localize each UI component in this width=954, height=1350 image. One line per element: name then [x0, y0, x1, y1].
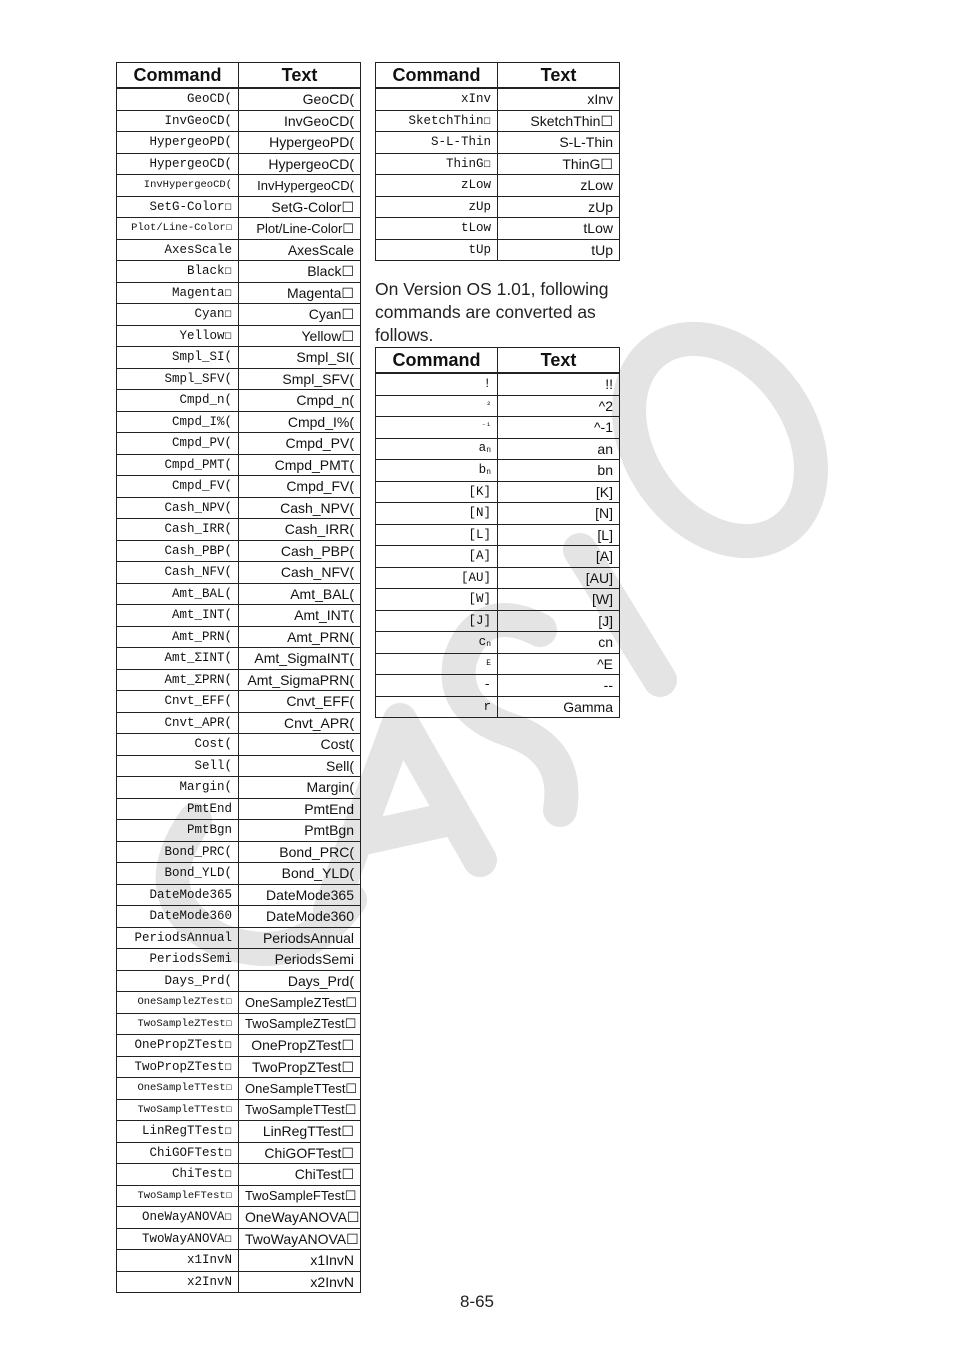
command-cell: AxesScale — [117, 239, 239, 261]
table-row — [117, 1271, 361, 1293]
command-cell: ⁻¹ — [376, 417, 498, 439]
text-cell: [J] — [498, 610, 620, 632]
text-cell: DateMode365 — [239, 884, 361, 906]
command-cell: Margin( — [117, 777, 239, 799]
text-cell: Yellow☐ — [239, 325, 361, 347]
table-row — [117, 497, 361, 519]
table-row — [376, 438, 620, 460]
command-table-right-bottom — [375, 347, 620, 718]
text-cell: HypergeoPD( — [239, 132, 361, 154]
command-cell: DateMode360 — [117, 906, 239, 928]
command-cell: TwoSampleFTest☐ — [117, 1185, 239, 1207]
text-cell: ^E — [498, 653, 620, 675]
table-row — [117, 777, 361, 799]
command-cell: r — [376, 696, 498, 718]
table-row — [117, 1228, 361, 1250]
text-cell: Sell( — [239, 755, 361, 777]
table-row — [117, 390, 361, 412]
table-row — [117, 433, 361, 455]
command-cell: Cmpd_FV( — [117, 476, 239, 498]
command-subscript: n — [486, 467, 491, 477]
command-cell: PmtBgn — [117, 820, 239, 842]
command-cell: [AU] — [376, 567, 498, 589]
table-row — [376, 567, 620, 589]
table-row — [376, 675, 620, 697]
command-cell: E — [376, 653, 498, 675]
command-cell: ChiTest☐ — [117, 1164, 239, 1186]
command-cell: PeriodsSemi — [117, 949, 239, 971]
text-cell: InvGeoCD( — [239, 110, 361, 132]
text-cell: ^-1 — [498, 417, 620, 439]
command-cell: Sell( — [117, 755, 239, 777]
text-cell: Cnvt_EFF( — [239, 691, 361, 713]
text-cell: Amt_SigmaINT( — [239, 648, 361, 670]
text-cell: InvHypergeoCD( — [239, 175, 361, 197]
text-cell: Cmpd_FV( — [239, 476, 361, 498]
text-cell: tUp — [498, 239, 620, 261]
text-cell: Cash_NFV( — [239, 562, 361, 584]
table-row — [117, 454, 361, 476]
header-command: Command — [117, 63, 239, 89]
text-cell: x1InvN — [239, 1250, 361, 1272]
command-cell: Cash_IRR( — [117, 519, 239, 541]
table-row — [376, 175, 620, 197]
command-cell: InvGeoCD( — [117, 110, 239, 132]
command-cell: PmtEnd — [117, 798, 239, 820]
text-cell: GeoCD( — [239, 88, 361, 110]
command-cell: Amt_BAL( — [117, 583, 239, 605]
text-cell: Magenta☐ — [239, 282, 361, 304]
table-row — [117, 583, 361, 605]
command-cell: [K] — [376, 481, 498, 503]
command-cell: TwoWayANOVA☐ — [117, 1228, 239, 1250]
table-row — [376, 524, 620, 546]
command-cell: $b_n$ — [376, 460, 498, 482]
table-row — [117, 1185, 361, 1207]
table-row — [117, 110, 361, 132]
command-cell: OneSampleTTest☐ — [117, 1078, 239, 1100]
text-cell: TwoSampleZTest☐ — [239, 1013, 361, 1035]
table-row — [376, 239, 620, 261]
command-subscript: n — [486, 446, 491, 456]
table-row — [117, 820, 361, 842]
command-cell: TwoSampleZTest☐ — [117, 1013, 239, 1035]
table-row — [117, 519, 361, 541]
text-cell: Cyan☐ — [239, 304, 361, 326]
table-row — [117, 605, 361, 627]
text-cell: Cash_PBP( — [239, 540, 361, 562]
text-cell: [W] — [498, 589, 620, 611]
text-cell: Smpl_SFV( — [239, 368, 361, 390]
text-cell: ^2 — [498, 395, 620, 417]
text-cell: LinRegTTest☐ — [239, 1121, 361, 1143]
header-command: Command — [376, 63, 498, 89]
command-cell: Cyan☐ — [117, 304, 239, 326]
table-row — [117, 1099, 361, 1121]
table-row — [117, 970, 361, 992]
command-cell: Days_Prd( — [117, 970, 239, 992]
command-cell: Smpl_SI( — [117, 347, 239, 369]
text-cell: PeriodsSemi — [239, 949, 361, 971]
command-cell: tUp — [376, 239, 498, 261]
header-command: Command — [376, 348, 498, 374]
text-cell: PmtEnd — [239, 798, 361, 820]
text-cell: HypergeoCD( — [239, 153, 361, 175]
table-row — [376, 589, 620, 611]
table-row — [117, 992, 361, 1014]
command-cell: $a_n$ — [376, 438, 498, 460]
text-cell: S-L-Thin — [498, 132, 620, 154]
table-row — [376, 88, 620, 110]
text-cell: OneSampleTTest☐ — [239, 1078, 361, 1100]
text-cell: Gamma — [498, 696, 620, 718]
text-cell: SetG-Color☐ — [239, 196, 361, 218]
text-cell: SketchThin☐ — [498, 110, 620, 132]
text-cell: Plot/Line-Color☐ — [239, 218, 361, 240]
command-cell: Cmpd_n( — [117, 390, 239, 412]
command-cell: Cnvt_EFF( — [117, 691, 239, 713]
command-cell: Cmpd_PV( — [117, 433, 239, 455]
text-cell: PeriodsAnnual — [239, 927, 361, 949]
table-row — [376, 132, 620, 154]
command-table-left — [116, 62, 361, 1293]
text-cell: OneWayANOVA☐ — [239, 1207, 361, 1229]
table-row — [117, 562, 361, 584]
table-row — [117, 712, 361, 734]
text-cell: TwoSampleTTest☐ — [239, 1099, 361, 1121]
text-cell: Cnvt_APR( — [239, 712, 361, 734]
command-cell: Yellow☐ — [117, 325, 239, 347]
text-cell: Black☐ — [239, 261, 361, 283]
command-cell: Amt_ΣINT( — [117, 648, 239, 670]
table-row — [117, 841, 361, 863]
command-cell: GeoCD( — [117, 88, 239, 110]
text-cell: PmtBgn — [239, 820, 361, 842]
command-cell: Cmpd_PMT( — [117, 454, 239, 476]
command-cell: Cash_PBP( — [117, 540, 239, 562]
table-row — [376, 110, 620, 132]
text-cell: Days_Prd( — [239, 970, 361, 992]
table-row — [117, 734, 361, 756]
table-row — [117, 1207, 361, 1229]
command-cell: TwoSampleTTest☐ — [117, 1099, 239, 1121]
command-cell: Smpl_SFV( — [117, 368, 239, 390]
command-cell: zUp — [376, 196, 498, 218]
table-row — [117, 1056, 361, 1078]
text-cell: Bond_YLD( — [239, 863, 361, 885]
text-cell: TwoPropZTest☐ — [239, 1056, 361, 1078]
text-cell: tLow — [498, 218, 620, 240]
text-cell: Bond_PRC( — [239, 841, 361, 863]
table-row — [117, 304, 361, 326]
command-cell: Amt_ΣPRN( — [117, 669, 239, 691]
text-cell: zLow — [498, 175, 620, 197]
text-cell: xInv — [498, 88, 620, 110]
text-cell: [L] — [498, 524, 620, 546]
text-cell: OneSampleZTest☐ — [239, 992, 361, 1014]
text-cell: zUp — [498, 196, 620, 218]
command-cell: OnePropZTest☐ — [117, 1035, 239, 1057]
table-row — [117, 411, 361, 433]
command-cell: Amt_INT( — [117, 605, 239, 627]
header-text: Text — [498, 63, 620, 89]
command-cell: [L] — [376, 524, 498, 546]
table-row — [117, 1035, 361, 1057]
command-cell: HypergeoCD( — [117, 153, 239, 175]
command-cell: S-L-Thin — [376, 132, 498, 154]
command-cell: ThinG☐ — [376, 153, 498, 175]
text-cell: AxesScale — [239, 239, 361, 261]
table-row — [376, 632, 620, 654]
table-row — [376, 546, 620, 568]
table-row — [117, 368, 361, 390]
command-cell: ² — [376, 395, 498, 417]
text-cell: Cmpd_n( — [239, 390, 361, 412]
table-row — [117, 1121, 361, 1143]
text-cell: Cost( — [239, 734, 361, 756]
table-row — [117, 691, 361, 713]
table-row — [117, 884, 361, 906]
command-cell: [J] — [376, 610, 498, 632]
command-cell: x1InvN — [117, 1250, 239, 1272]
text-cell: OnePropZTest☐ — [239, 1035, 361, 1057]
command-cell: Bond_YLD( — [117, 863, 239, 885]
text-cell: Smpl_SI( — [239, 347, 361, 369]
table-row — [117, 1142, 361, 1164]
header-text: Text — [498, 348, 620, 374]
command-cell: SetG-Color☐ — [117, 196, 239, 218]
table-header — [376, 63, 620, 89]
table-row — [117, 540, 361, 562]
text-cell: Cash_IRR( — [239, 519, 361, 541]
command-cell: Cnvt_APR( — [117, 712, 239, 734]
text-cell: Cash_NPV( — [239, 497, 361, 519]
text-cell: [AU] — [498, 567, 620, 589]
table-row — [117, 175, 361, 197]
text-cell: TwoSampleFTest☐ — [239, 1185, 361, 1207]
command-cell: ChiGOFTest☐ — [117, 1142, 239, 1164]
table-row — [117, 282, 361, 304]
command-cell: Cmpd_I%( — [117, 411, 239, 433]
table-row — [117, 949, 361, 971]
command-cell: x2InvN — [117, 1271, 239, 1293]
table-row — [376, 503, 620, 525]
command-cell: [W] — [376, 589, 498, 611]
table-row — [117, 261, 361, 283]
text-cell: cn — [498, 632, 620, 654]
table-row — [376, 696, 620, 718]
table-row — [376, 417, 620, 439]
table-row — [117, 1078, 361, 1100]
table-row — [117, 648, 361, 670]
command-cell: TwoPropZTest☐ — [117, 1056, 239, 1078]
command-cell: OneSampleZTest☐ — [117, 992, 239, 1014]
command-cell: HypergeoPD( — [117, 132, 239, 154]
text-cell: -- — [498, 675, 620, 697]
command-cell: zLow — [376, 175, 498, 197]
table-header — [117, 63, 361, 89]
command-cell: ! — [376, 373, 498, 395]
command-cell: $c_n$ — [376, 632, 498, 654]
command-cell: Black☐ — [117, 261, 239, 283]
command-cell: Amt_PRN( — [117, 626, 239, 648]
text-cell: [N] — [498, 503, 620, 525]
command-cell: [N] — [376, 503, 498, 525]
table-row — [117, 88, 361, 110]
text-cell: Amt_INT( — [239, 605, 361, 627]
table-row — [117, 927, 361, 949]
table-row — [117, 863, 361, 885]
command-cell: Magenta☐ — [117, 282, 239, 304]
table-row — [117, 325, 361, 347]
table-row — [117, 347, 361, 369]
command-cell: PeriodsAnnual — [117, 927, 239, 949]
version-note: On Version OS 1.01, following commands are converted as follows. — [375, 279, 609, 345]
command-table-right-top — [375, 62, 620, 261]
table-row — [376, 610, 620, 632]
command-cell: OneWayANOVA☐ — [117, 1207, 239, 1229]
text-cell: ChiGOFTest☐ — [239, 1142, 361, 1164]
text-cell: DateMode360 — [239, 906, 361, 928]
text-cell: an — [498, 438, 620, 460]
text-cell: [K] — [498, 481, 620, 503]
text-cell: Cmpd_I%( — [239, 411, 361, 433]
text-cell: Margin( — [239, 777, 361, 799]
command-cell: InvHypergeoCD( — [117, 175, 239, 197]
header-text: Text — [239, 63, 361, 89]
table-row — [117, 153, 361, 175]
table-row — [376, 153, 620, 175]
table-row — [376, 460, 620, 482]
text-cell: Amt_SigmaPRN( — [239, 669, 361, 691]
table-row — [117, 218, 361, 240]
text-cell: [A] — [498, 546, 620, 568]
table-row — [376, 373, 620, 395]
table-row — [117, 1013, 361, 1035]
command-cell: [A] — [376, 546, 498, 568]
command-cell: tLow — [376, 218, 498, 240]
text-cell: bn — [498, 460, 620, 482]
command-cell: SketchThin☐ — [376, 110, 498, 132]
command-cell: xInv — [376, 88, 498, 110]
text-cell: ThinG☐ — [498, 153, 620, 175]
table-row — [117, 1164, 361, 1186]
table-row — [117, 906, 361, 928]
command-cell: - — [376, 675, 498, 697]
table-row — [117, 132, 361, 154]
text-cell: !! — [498, 373, 620, 395]
text-cell: x2InvN — [239, 1271, 361, 1293]
text-cell: Cmpd_PV( — [239, 433, 361, 455]
command-cell: Cash_NFV( — [117, 562, 239, 584]
table-row — [376, 395, 620, 417]
table-row — [117, 476, 361, 498]
text-cell: Amt_BAL( — [239, 583, 361, 605]
table-header — [376, 348, 620, 374]
table-row — [376, 196, 620, 218]
page-number: 8-65 — [459, 1292, 495, 1311]
table-row — [117, 669, 361, 691]
table-row — [117, 626, 361, 648]
table-row — [117, 1250, 361, 1272]
command-cell: DateMode365 — [117, 884, 239, 906]
table-row — [376, 481, 620, 503]
table-row — [376, 218, 620, 240]
command-cell: Cost( — [117, 734, 239, 756]
table-row — [117, 196, 361, 218]
command-cell: Cash_NPV( — [117, 497, 239, 519]
command-cell: Bond_PRC( — [117, 841, 239, 863]
text-cell: ChiTest☐ — [239, 1164, 361, 1186]
command-cell: LinRegTTest☐ — [117, 1121, 239, 1143]
command-subscript: n — [486, 639, 491, 649]
text-cell: TwoWayANOVA☐ — [239, 1228, 361, 1250]
table-row — [117, 798, 361, 820]
command-cell: Plot/Line-Color☐ — [117, 218, 239, 240]
table-row — [117, 239, 361, 261]
text-cell: Amt_PRN( — [239, 626, 361, 648]
text-cell: Cmpd_PMT( — [239, 454, 361, 476]
table-row — [117, 755, 361, 777]
table-row — [376, 653, 620, 675]
